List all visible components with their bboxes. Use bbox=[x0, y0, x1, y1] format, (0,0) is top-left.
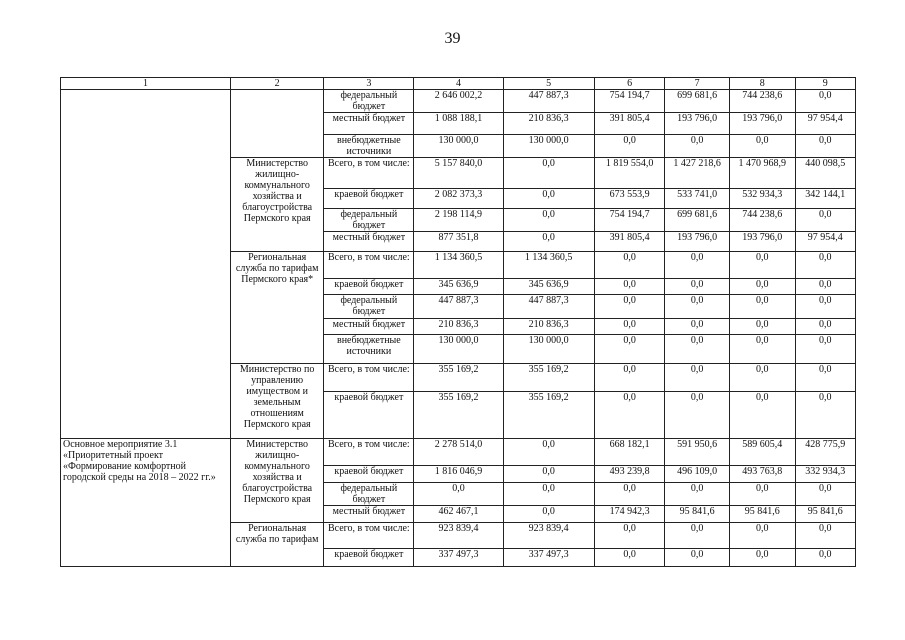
source-cell: краевой бюджет bbox=[324, 466, 414, 483]
executor-cell: Региональная служба по тарифам bbox=[231, 523, 324, 567]
value-cell: 0,0 bbox=[665, 523, 730, 549]
value-cell: 447 887,3 bbox=[414, 295, 503, 319]
value-cell: 0,0 bbox=[503, 209, 594, 232]
source-cell: внебюджетные источники bbox=[324, 335, 414, 364]
value-cell: 0,0 bbox=[729, 279, 795, 295]
value-cell: 193 796,0 bbox=[665, 232, 730, 252]
value-cell: 345 636,9 bbox=[414, 279, 503, 295]
value-cell: 2 646 002,2 bbox=[414, 90, 503, 113]
value-cell: 355 169,2 bbox=[503, 364, 594, 392]
value-cell: 210 836,3 bbox=[503, 319, 594, 335]
value-cell: 440 098,5 bbox=[795, 158, 856, 189]
source-cell: местный бюджет bbox=[324, 506, 414, 523]
value-cell: 130 000,0 bbox=[414, 135, 503, 158]
value-cell: 0,0 bbox=[503, 158, 594, 189]
value-cell: 1 134 360,5 bbox=[503, 252, 594, 279]
value-cell: 0,0 bbox=[729, 335, 795, 364]
value-cell: 0,0 bbox=[594, 135, 665, 158]
value-cell: 0,0 bbox=[729, 523, 795, 549]
value-cell: 0,0 bbox=[594, 335, 665, 364]
value-cell: 0,0 bbox=[414, 483, 503, 506]
value-cell: 0,0 bbox=[503, 189, 594, 209]
value-cell: 428 775,9 bbox=[795, 439, 856, 466]
value-cell: 699 681,6 bbox=[665, 90, 730, 113]
value-cell: 0,0 bbox=[594, 523, 665, 549]
value-cell: 0,0 bbox=[594, 483, 665, 506]
value-cell: 462 467,1 bbox=[414, 506, 503, 523]
value-cell: 0,0 bbox=[795, 90, 856, 113]
value-cell: 0,0 bbox=[594, 319, 665, 335]
table-row bbox=[61, 439, 856, 466]
value-cell: 0,0 bbox=[594, 549, 665, 567]
value-cell: 744 238,6 bbox=[729, 90, 795, 113]
value-cell: 1 819 554,0 bbox=[594, 158, 665, 189]
value-cell: 193 796,0 bbox=[729, 232, 795, 252]
value-cell: 589 605,4 bbox=[729, 439, 795, 466]
value-cell: 0,0 bbox=[795, 135, 856, 158]
value-cell: 95 841,6 bbox=[795, 506, 856, 523]
source-cell: Всего, в том числе: bbox=[324, 158, 414, 189]
value-cell: 493 239,8 bbox=[594, 466, 665, 483]
value-cell: 355 169,2 bbox=[414, 364, 503, 392]
value-cell: 391 805,4 bbox=[594, 232, 665, 252]
header-cell: 7 bbox=[665, 78, 730, 90]
value-cell: 0,0 bbox=[795, 279, 856, 295]
header-cell: 6 bbox=[594, 78, 665, 90]
value-cell: 0,0 bbox=[795, 335, 856, 364]
value-cell: 0,0 bbox=[729, 392, 795, 439]
value-cell: 0,0 bbox=[729, 483, 795, 506]
value-cell: 0,0 bbox=[795, 209, 856, 232]
value-cell: 0,0 bbox=[795, 319, 856, 335]
budget-table bbox=[60, 77, 856, 567]
header-cell: 2 bbox=[231, 78, 324, 90]
value-cell: 1 134 360,5 bbox=[414, 252, 503, 279]
source-cell: краевой бюджет bbox=[324, 392, 414, 439]
value-cell: 0,0 bbox=[665, 364, 730, 392]
value-cell: 0,0 bbox=[665, 279, 730, 295]
value-cell: 0,0 bbox=[594, 252, 665, 279]
executor-cell: Региональная служба по тарифам Пермского края* bbox=[231, 252, 324, 364]
value-cell: 923 839,4 bbox=[503, 523, 594, 549]
value-cell: 1 470 968,9 bbox=[729, 158, 795, 189]
source-cell: местный бюджет bbox=[324, 232, 414, 252]
value-cell: 0,0 bbox=[665, 392, 730, 439]
source-cell: Всего, в том числе: bbox=[324, 523, 414, 549]
executor-cell bbox=[231, 90, 324, 158]
value-cell: 193 796,0 bbox=[665, 113, 730, 135]
value-cell: 97 954,4 bbox=[795, 232, 856, 252]
table-row bbox=[61, 90, 856, 113]
header-cell: 1 bbox=[61, 78, 231, 90]
header-cell: 8 bbox=[729, 78, 795, 90]
value-cell: 923 839,4 bbox=[414, 523, 503, 549]
value-cell: 0,0 bbox=[503, 483, 594, 506]
value-cell: 673 553,9 bbox=[594, 189, 665, 209]
value-cell: 1 816 046,9 bbox=[414, 466, 503, 483]
value-cell: 0,0 bbox=[729, 364, 795, 392]
value-cell: 0,0 bbox=[795, 252, 856, 279]
value-cell: 0,0 bbox=[503, 232, 594, 252]
source-cell: Всего, в том числе: bbox=[324, 252, 414, 279]
value-cell: 0,0 bbox=[594, 392, 665, 439]
value-cell: 355 169,2 bbox=[503, 392, 594, 439]
value-cell: 95 841,6 bbox=[729, 506, 795, 523]
value-cell: 130 000,0 bbox=[414, 335, 503, 364]
value-cell: 533 741,0 bbox=[665, 189, 730, 209]
value-cell: 2 082 373,3 bbox=[414, 189, 503, 209]
value-cell: 0,0 bbox=[795, 523, 856, 549]
value-cell: 0,0 bbox=[665, 135, 730, 158]
page-number: 39 bbox=[444, 30, 461, 47]
value-cell: 0,0 bbox=[594, 279, 665, 295]
source-cell: Всего, в том числе: bbox=[324, 364, 414, 392]
value-cell: 0,0 bbox=[729, 549, 795, 567]
header-row bbox=[61, 78, 856, 90]
value-cell: 337 497,3 bbox=[414, 549, 503, 567]
value-cell: 877 351,8 bbox=[414, 232, 503, 252]
header-cell: 9 bbox=[795, 78, 856, 90]
value-cell: 699 681,6 bbox=[665, 209, 730, 232]
activity-cell bbox=[61, 90, 231, 439]
value-cell: 493 763,8 bbox=[729, 466, 795, 483]
executor-cell: Министерство жилищно-коммунального хозяйства и благоустройства Пермского края bbox=[231, 439, 324, 523]
value-cell: 355 169,2 bbox=[414, 392, 503, 439]
value-cell: 0,0 bbox=[665, 295, 730, 319]
activity-cell: Основное мероприятие 3.1 «Приоритетный проект «Формирование комфортной городской среды на 2018 – 2022 гг.» bbox=[61, 439, 231, 567]
value-cell: 0,0 bbox=[795, 483, 856, 506]
value-cell: 0,0 bbox=[665, 549, 730, 567]
value-cell: 0,0 bbox=[795, 295, 856, 319]
value-cell: 95 841,6 bbox=[665, 506, 730, 523]
value-cell: 391 805,4 bbox=[594, 113, 665, 135]
value-cell: 193 796,0 bbox=[729, 113, 795, 135]
value-cell: 332 934,3 bbox=[795, 466, 856, 483]
value-cell: 754 194,7 bbox=[594, 90, 665, 113]
value-cell: 0,0 bbox=[729, 252, 795, 279]
value-cell: 0,0 bbox=[795, 392, 856, 439]
value-cell: 0,0 bbox=[594, 295, 665, 319]
source-cell: федеральный бюджет bbox=[324, 209, 414, 232]
value-cell: 342 144,1 bbox=[795, 189, 856, 209]
value-cell: 1 427 218,6 bbox=[665, 158, 730, 189]
source-cell: федеральный бюджет bbox=[324, 90, 414, 113]
source-cell: федеральный бюджет bbox=[324, 295, 414, 319]
value-cell: 0,0 bbox=[503, 466, 594, 483]
value-cell: 210 836,3 bbox=[503, 113, 594, 135]
value-cell: 496 109,0 bbox=[665, 466, 730, 483]
executor-cell: Министерство жилищно-коммунального хозяйства и благоустройства Пермского края bbox=[231, 158, 324, 252]
header-cell: 4 bbox=[414, 78, 503, 90]
value-cell: 591 950,6 bbox=[665, 439, 730, 466]
value-cell: 210 836,3 bbox=[414, 319, 503, 335]
value-cell: 447 887,3 bbox=[503, 90, 594, 113]
value-cell: 1 088 188,1 bbox=[414, 113, 503, 135]
executor-cell: Министерство по управлению имуществом и земельным отношениям Пермского края bbox=[231, 364, 324, 439]
value-cell: 0,0 bbox=[665, 252, 730, 279]
value-cell: 174 942,3 bbox=[594, 506, 665, 523]
value-cell: 2 198 114,9 bbox=[414, 209, 503, 232]
value-cell: 5 157 840,0 bbox=[414, 158, 503, 189]
value-cell: 130 000,0 bbox=[503, 335, 594, 364]
value-cell: 0,0 bbox=[729, 319, 795, 335]
value-cell: 0,0 bbox=[665, 483, 730, 506]
source-cell: краевой бюджет bbox=[324, 279, 414, 295]
source-cell: внебюджетные источники bbox=[324, 135, 414, 158]
value-cell: 97 954,4 bbox=[795, 113, 856, 135]
value-cell: 0,0 bbox=[503, 439, 594, 466]
value-cell: 0,0 bbox=[729, 295, 795, 319]
value-cell: 0,0 bbox=[795, 364, 856, 392]
source-cell: Всего, в том числе: bbox=[324, 439, 414, 466]
header-cell: 5 bbox=[503, 78, 594, 90]
value-cell: 532 934,3 bbox=[729, 189, 795, 209]
value-cell: 754 194,7 bbox=[594, 209, 665, 232]
value-cell: 668 182,1 bbox=[594, 439, 665, 466]
value-cell: 0,0 bbox=[729, 135, 795, 158]
value-cell: 0,0 bbox=[594, 364, 665, 392]
value-cell: 2 278 514,0 bbox=[414, 439, 503, 466]
value-cell: 345 636,9 bbox=[503, 279, 594, 295]
source-cell: краевой бюджет bbox=[324, 549, 414, 567]
value-cell: 0,0 bbox=[665, 335, 730, 364]
source-cell: федеральный бюджет bbox=[324, 483, 414, 506]
value-cell: 0,0 bbox=[503, 506, 594, 523]
value-cell: 0,0 bbox=[665, 319, 730, 335]
source-cell: краевой бюджет bbox=[324, 189, 414, 209]
source-cell: местный бюджет bbox=[324, 319, 414, 335]
value-cell: 130 000,0 bbox=[503, 135, 594, 158]
value-cell: 744 238,6 bbox=[729, 209, 795, 232]
header-cell: 3 bbox=[324, 78, 414, 90]
value-cell: 337 497,3 bbox=[503, 549, 594, 567]
value-cell: 447 887,3 bbox=[503, 295, 594, 319]
source-cell: местный бюджет bbox=[324, 113, 414, 135]
value-cell: 0,0 bbox=[795, 549, 856, 567]
